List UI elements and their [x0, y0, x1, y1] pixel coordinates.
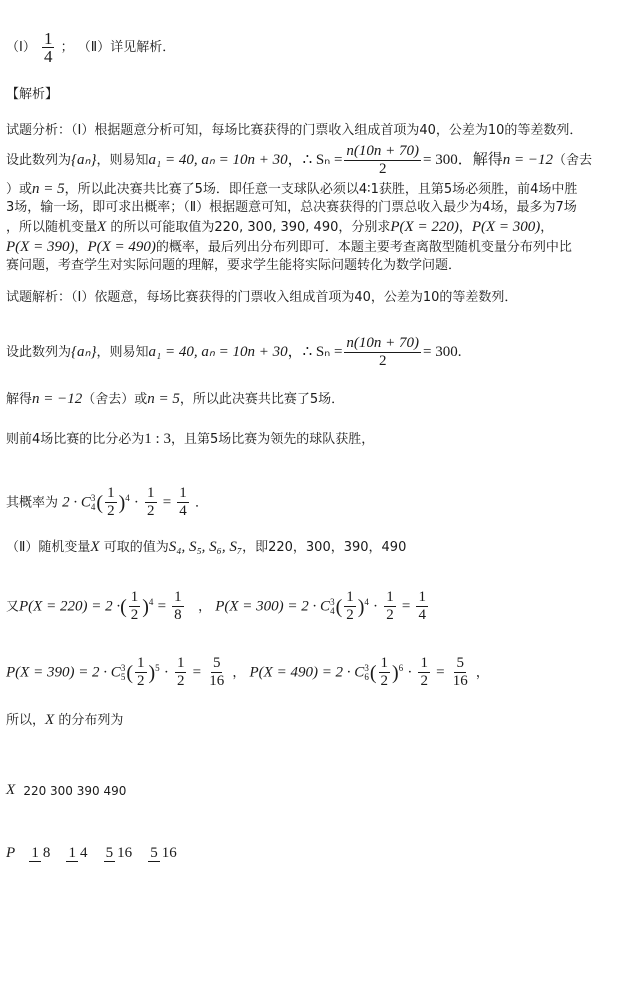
answer-fraction: $\frac{1}{4}$: [43, 29, 53, 66]
analysis-line-1: 试题分析：（Ⅰ）根据题意分析可知，每场比赛获得的门票收入组成首项为40，公差为10的等差数列．: [6, 123, 583, 138]
distribution-x-row: [6, 782, 134, 799]
part2-line: （Ⅱ）随机变量X 可取的值为S₄, S₅, S₆, S₇，即220，300，390，490: [6, 539, 407, 555]
p-value: 1 4: [68, 845, 88, 861]
x-values: 220 300 390 490: [23, 783, 127, 798]
x-label: X: [6, 782, 16, 798]
p-line-2: P(X = 390) = 2 · C 3 5 ( $\frac{1}{2}$ )$^5$ · $\frac{1}{2}$ = $\frac{5}{16}$ ， P(X = 490) = 2 · C 3 6 ( $\frac{1}{2}$ )$^6$ · $\frac{1}{2}$ = $\frac{5}{16}$ ，: [6, 655, 489, 690]
p-value: 5 16: [150, 845, 177, 861]
analysis-line-2: 设此数列为{aₙ}，则易知a₁ = 40, aₙ = 10n + 30，∴ Sₙ = $\frac{n(10n + 70)}{2}$ = 300．解得n = −12（舍去: [6, 143, 593, 177]
p-value: 1 8: [31, 845, 51, 861]
sn-fraction: $\frac{n(10n + 70)}{2}$: [346, 143, 420, 177]
solution-line-3: 解得n = −12（舍去）或n = 5，所以此决赛共比赛了5场．: [6, 391, 345, 407]
analysis-line-3: ）或n = 5，所以此决赛共比赛了5场．即任意一支球队必须以4∶1获胜，且第5场必须胜，前4场中胜: [6, 181, 578, 197]
p-value: 5 16: [105, 845, 133, 861]
answer-line: （Ⅰ） $\frac{1}{4}$ ； （Ⅱ）详见解析．: [6, 29, 176, 66]
distribution-intro: 所以，X 的分布列为: [6, 712, 124, 728]
jiexi-heading: 【解析】: [6, 87, 59, 102]
analysis-line-7: 赛问题，考查学生对实际问题的理解，要求学生能将实际问题转化为数学问题．: [6, 258, 462, 273]
analysis-line-5: ，所以随机变量X 的所以可能取值为220, 300, 390, 490，分别求P(X = 220)，P(X = 300)，: [6, 219, 554, 235]
part1-label: （Ⅰ）: [6, 40, 36, 55]
solution-line-1: 试题解析：（Ⅰ）依题意，每场比赛获得的门票收入组成首项为40，公差为10的等差数列．: [6, 290, 518, 305]
analysis-line-6: P(X = 390)，P(X = 490)的概率，最后列出分布列即可．本题主要考查离散型随机变量分布列中比: [6, 239, 572, 255]
probability-line: 其概率为 2 · C 3 4 ( $\frac{1}{2}$ )$^4$ · $\frac{1}{2}$ = $\frac{1}{4}$ ．: [6, 485, 208, 520]
part2-label: （Ⅱ）: [77, 40, 111, 55]
solution-line-2: 设此数列为{aₙ}，则易知a₁ = 40, aₙ = 10n + 30，∴ Sₙ = $\frac{n(10n + 70)}{2}$ = 300.: [6, 335, 462, 369]
p-line-1: 又P(X = 220) = 2 ·( $\frac{1}{2}$ )$^4$ = $\frac{1}{8}$ ， P(X = 300) = 2 · C 3 4 ( $\frac{1}{2}$ )$^4$ · $\frac{1}{2}$ = $\frac{1}{4}$: [6, 589, 426, 624]
analysis-line-4: 3场，输一场，即可求出概率；（Ⅱ）根据题意可知，总决赛获得的门票总收入最少为4场，最多为7场: [6, 200, 577, 215]
p-label: P: [6, 845, 16, 861]
sn-fraction-2: $\frac{n(10n + 70)}{2}$: [346, 335, 420, 369]
solution-line-4: 则前4场比赛的比分必为1 : 3，且第5场比赛为领先的球队获胜，: [6, 431, 375, 447]
distribution-p-row: [6, 845, 187, 862]
